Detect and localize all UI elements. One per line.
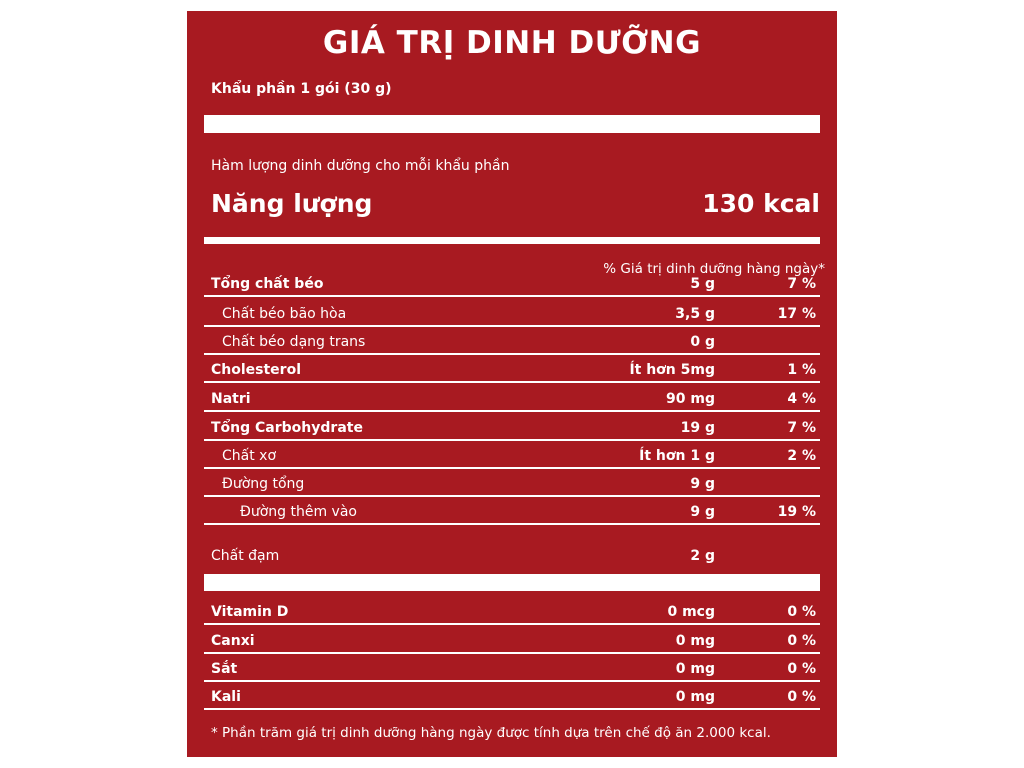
- nutrient-dv: 19 %: [777, 504, 816, 520]
- nutrient-dv: 7 %: [787, 420, 816, 436]
- nutrient-name: Đường thêm vào: [240, 504, 357, 520]
- nutrient-amount: 90 mg: [666, 391, 715, 407]
- divider-bar: [204, 115, 820, 133]
- nutrient-amount: 9 g: [690, 504, 715, 520]
- nutrient-amount: 3,5 g: [675, 306, 715, 322]
- nutrient-name: Tổng chất béo: [211, 276, 324, 292]
- nutrient-row: [204, 411, 820, 441]
- nutrient-name: Chất đạm: [211, 548, 280, 564]
- energy-value: 130 kcal: [702, 189, 820, 218]
- mineral-name: Kali: [211, 689, 241, 705]
- nutrient-name: Cholesterol: [211, 362, 301, 378]
- nutrient-dv: 7 %: [787, 276, 816, 292]
- nutrient-row: [204, 353, 820, 383]
- mineral-row: [204, 652, 820, 682]
- divider-bar: [204, 574, 820, 591]
- mineral-dv: 0 %: [787, 604, 816, 620]
- nutrient-row: [204, 267, 820, 297]
- nutrient-name: Đường tổng: [222, 476, 305, 492]
- nutrient-row: [204, 539, 820, 567]
- energy-label: Năng lượng: [211, 189, 373, 218]
- mineral-dv: 0 %: [787, 633, 816, 649]
- nutrient-dv: 1 %: [787, 362, 816, 378]
- mineral-name: Sắt: [211, 661, 238, 677]
- nutrient-amount: 5 g: [690, 276, 715, 292]
- nutrient-amount: Ít hơn 5mg: [629, 362, 715, 378]
- mineral-name: Vitamin D: [211, 604, 289, 620]
- mineral-amount: 0 mg: [675, 661, 715, 677]
- nutrient-name: Chất béo bão hòa: [222, 306, 347, 322]
- nutrient-dv: 2 %: [787, 448, 816, 464]
- mineral-amount: 0 mg: [675, 689, 715, 705]
- daily-value-header: % Giá trị dinh dưỡng hàng ngày*: [603, 261, 825, 277]
- nutrient-amount: 19 g: [680, 420, 715, 436]
- mineral-row: [204, 624, 820, 654]
- nutrient-row: [204, 467, 820, 497]
- nutrient-row: [204, 325, 820, 355]
- nutrient-name: Chất béo dạng trans: [222, 334, 366, 350]
- label-title: GIÁ TRỊ DINH DƯỠNG: [322, 25, 702, 61]
- nutrient-dv: 17 %: [777, 306, 816, 322]
- mineral-row: [204, 680, 820, 710]
- nutrition-label: [187, 11, 837, 757]
- mineral-dv: 0 %: [787, 689, 816, 705]
- nutrient-row: [204, 439, 820, 469]
- daily-value-footnote: * Phần trăm giá trị dinh dưỡng hàng ngày được tính dựa trên chế độ ăn 2.000 kcal.: [211, 725, 771, 741]
- serving-size: Khẩu phần 1 gói (30 g): [211, 81, 392, 97]
- mineral-name: Canxi: [211, 633, 255, 649]
- mineral-amount: 0 mg: [675, 633, 715, 649]
- divider-bar: [204, 237, 820, 244]
- nutrient-dv: 4 %: [787, 391, 816, 407]
- nutrient-amount: Ít hơn 1 g: [639, 448, 715, 464]
- nutrient-row: [204, 297, 820, 327]
- nutrient-row: [204, 495, 820, 525]
- nutrient-row: [204, 382, 820, 412]
- nutrient-name: Tổng Carbohydrate: [211, 420, 363, 436]
- energy-row: [211, 189, 820, 218]
- nutrient-amount: 9 g: [690, 476, 715, 492]
- nutrient-name: Chất xơ: [222, 448, 277, 464]
- nutrient-amount: 0 g: [690, 334, 715, 350]
- mineral-row: [204, 595, 820, 625]
- nutrient-name: Natri: [211, 391, 251, 407]
- per-serving-note: Hàm lượng dinh dưỡng cho mỗi khẩu phần: [211, 158, 510, 174]
- nutrient-amount: 2 g: [690, 548, 715, 564]
- mineral-dv: 0 %: [787, 661, 816, 677]
- mineral-amount: 0 mcg: [667, 604, 715, 620]
